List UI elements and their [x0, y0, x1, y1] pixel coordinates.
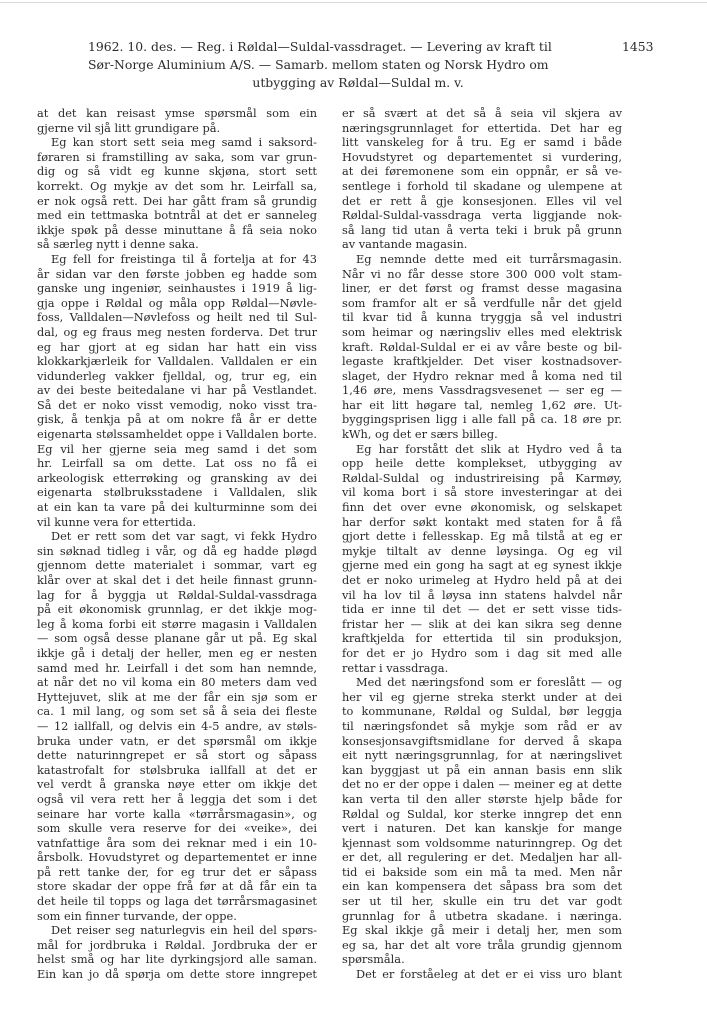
text-line: to kommunane, Røldal og Suldal, bør leggja [342, 704, 622, 719]
text-line: som heimar og næringsliv elles med elektrisk [342, 324, 622, 339]
text-line: litt vanskeleg for å tru. Eg er samd i både [342, 135, 622, 150]
text-line: rettar i vassdraga. [342, 660, 449, 675]
text-line: at dei føremonene som ein oppnår, er så ve- [342, 164, 622, 179]
text-line: sentlege i forhold til skadane og ulempene at [342, 178, 622, 193]
text-line: på rett tanke der, for eg trur det er såpass [37, 864, 317, 879]
text-line: sin søknad tidleg i vår, og då eg hadde pløgd [37, 543, 317, 558]
text-line: vil koma bort i så store investeringar at dei [342, 485, 622, 500]
text-line: er det, all regulering er det. Medaljen har all- [342, 850, 622, 865]
page-number: 1453 [622, 39, 654, 54]
text-line: Eg vil her gjerne seia meg samd i det som [37, 441, 317, 456]
text-line: til kvar tid å kunna tryggja så vel industri [342, 310, 622, 325]
text-line: Med det næringsfond som er foreslått — og [356, 675, 622, 690]
text-line: 1,46 øre, mens Vassdragsvesenet — ser eg — [342, 383, 622, 398]
text-line: Eg har forstått det slik at Hydro ved å ta [356, 441, 622, 456]
text-line: har derfor søkt kontakt med staten for å få [342, 514, 622, 529]
text-line: spørsmåla. [342, 952, 405, 967]
text-line: Så det er noko visst vemodig, noko visst tra- [37, 397, 317, 412]
text-line: Hyttejuvet, slik at me der får ein sjø som er [37, 689, 317, 704]
text-line: ein kan kompensera det såpass bra som det [342, 879, 622, 894]
text-line: kraft. Røldal-Suldal er ei av våre beste og bil- [342, 339, 622, 354]
text-line: Eg nemnde dette med eit turrårsmagasin. [356, 251, 622, 266]
text-line: kraftkjelda for ettertida til sin produksjon, [342, 631, 622, 646]
text-line: opp heile dette komplekset, utbygging av [342, 456, 622, 471]
text-line: som ein finner turvande, der oppe. [37, 908, 237, 923]
right-text-column [342, 106, 622, 982]
text-line: også vil vera rett her å leggja det som i det [37, 791, 317, 806]
header-line-2: Sør-Norge Aluminium A/S. — Samarb. mellom staten og Norsk Hydro om [88, 57, 549, 72]
text-line: hr. Leirfall sa om dette. Lat oss no få ei [37, 456, 317, 471]
text-line: tida er inne til det — det er sett visse tids- [342, 602, 622, 617]
text-line: Det er rett som det var sagt, vi fekk Hydro [51, 529, 317, 544]
text-line: slaget, der Hydro reknar med å koma ned til [342, 368, 622, 383]
text-line: med ein tettmaska botntrål at det er sanneleg [37, 208, 317, 223]
text-line: vatnfattige åra som dei reknar med i ein 10- [37, 835, 317, 850]
text-line: det er noko urimeleg at Hydro held på at dei [342, 573, 622, 587]
text-line: ser ut til her, skulle ein tru det var godt [342, 894, 622, 909]
text-line: vert i naturen. Det kan kanskje for mange [342, 821, 622, 836]
text-line: som skulle vera reserve for dei «veike», dei [37, 821, 317, 836]
text-line: gisk, å tenkja på at om nokre få år er dette [37, 412, 317, 427]
text-line: Hovudstyret og departementet si vurdering, [342, 149, 622, 164]
text-line: til næringsfondet så mykje som råd er av [342, 718, 622, 733]
header-line-1: 1962. 10. des. — Reg. i Røldal—Suldal-vassdraget. — Levering av kraft til [88, 39, 552, 54]
header-line-3: utbygging av Røldal—Suldal m. v. [252, 75, 464, 90]
text-line: kWh, og det er særs billeg. [342, 427, 498, 442]
text-line: har eit litt høgare tal, nemleg 1,62 øre. Ut- [342, 397, 622, 412]
text-line: seinare har vorte kalla «tørrårsmagasin», og [37, 806, 317, 821]
text-line: dal, og eg fraus meg nesten forderva. Det trur [37, 324, 317, 339]
text-line: eigenarta stølbruksstadene i Valldalen, slik [37, 485, 317, 500]
text-line: kan verta til den aller største hjelp både for [342, 791, 622, 806]
text-line: at det kan reisast ymse spørsmål som ein [37, 106, 317, 120]
text-line: bruka under vatn, er det spørsmål om ikkje [37, 733, 317, 748]
text-line: finn det over evne økonomisk, og selskapet [342, 500, 622, 515]
text-line: Det er forståeleg at det er ei viss uro blant [356, 967, 622, 982]
text-line: Det reiser seg naturlegvis ein heil del spørs- [51, 923, 317, 938]
text-line: — som også desse planane går ut på. Eg skal [37, 631, 317, 646]
text-line: av dei beste beitedalane vi har på Vestlandet. [37, 383, 317, 398]
text-line: store skadar der oppe frå før at då får ein ta [37, 879, 317, 894]
text-line: Røldal og Suldal, kor sterke inngrep det enn [342, 806, 622, 821]
text-line: ikkje spøk på desse minuttane å få seia noko [37, 222, 317, 237]
text-line: Ein kan jo då spørja om dette store inngrepet [37, 967, 317, 982]
text-line: Eg skal ikkje gå meir i detalj her, men som [342, 923, 622, 938]
text-line: er nok også rett. Dei har gått fram så grundig [37, 193, 317, 208]
page-top-edge [0, 2, 707, 3]
text-line: det er rett å gje konsesjonen. Elles vil vel [342, 193, 622, 208]
text-line: konsesjonsavgiftsmidlane for derved å skapa [342, 733, 622, 748]
text-line: tid ei bakside som ein må ta med. Men når [342, 864, 622, 879]
text-line: klokkarkjærleik for Valldalen. Valldalen er ein [37, 354, 317, 369]
text-line: arkeologisk etterrøking og gransking av dei [37, 470, 317, 485]
text-line: samd med hr. Leirfall i det som han nemnde, [37, 660, 317, 675]
text-line: gjerne med ein gong ha sagt at eg synest ikkje [342, 558, 622, 573]
text-line: Røldal-Suldal-vassdraga verta liggjande nok- [342, 208, 622, 223]
text-line: kjennast som voldsomme naturinngrep. Og det [342, 835, 622, 850]
text-line: ikkje gå i detalj der heller, men eg er nesten [37, 645, 317, 660]
text-line: lag for å byggja ut Røldal-Suldal-vassdraga [37, 587, 317, 602]
text-line: at når det no vil koma ein 80 meters dam ved [37, 675, 317, 690]
text-line: så særleg nytt i denne saka. [37, 237, 199, 252]
text-line: føraren si framstilling av saka, som var grun- [37, 149, 317, 164]
text-line: katastrofalt for stølsbruka iallfall at det er [37, 762, 317, 777]
text-line: klår over at skal det i det heile finnast grunn- [37, 573, 317, 587]
text-line: er så svært at det så å seia vil skjera av [342, 106, 622, 120]
text-line: det heile til topps og laga det tørrårsmagasinet [37, 894, 317, 909]
text-line: ca. 1 mil lang, og som set så å seia dei fleste [37, 704, 317, 719]
text-line: helst små og har lite dyrkingsjord alle saman. [37, 952, 317, 967]
text-line: som framfor alt er så verdfulle når det gjeld [342, 295, 622, 310]
text-line: mykje tiltalt av denne løysinga. Og eg vil [342, 543, 622, 558]
text-line: her vil eg gjerne streka sterkt under at dei [342, 689, 622, 704]
text-line: eit nytt næringsgrunnlag, for at næringslivet [342, 748, 622, 763]
text-line: korrekt. Og mykje av det som hr. Leirfall sa, [37, 178, 317, 193]
text-line: gjennom dette materialet i sommar, vart eg [37, 558, 317, 573]
text-line: at ein kan ta vare på dei kulturminne som dei [37, 500, 317, 515]
text-line: eg sa, har det alt vore tråla grundig gjennom [342, 937, 622, 952]
text-line: gjort dette i fellesskap. Eg må tilstå at eg er [342, 529, 622, 544]
text-line: fristar her — slik at dei kan sikra seg denne [342, 616, 622, 631]
text-line: for det er jo Hydro som i dag sit med alle [342, 645, 622, 660]
text-line: år sidan var den første jobben eg hadde som [37, 266, 317, 281]
text-line: av vantande magasin. [342, 237, 468, 252]
left-text-column [37, 106, 317, 982]
text-line: gja oppe i Røldal og måla opp Røldal—Nøvle- [37, 295, 317, 310]
text-line: Eg kan stort sett seia meg samd i saksord- [51, 135, 317, 150]
text-line: årsbolk. Hovudstyret og departementet er inne [37, 850, 317, 865]
text-line: dette naturinngrepet er så stort og såpass [37, 748, 317, 763]
text-line: næringsgrunnlaget for ettertida. Det har eg [342, 120, 622, 135]
text-line: eg har gjort at eg sidan har hatt ein viss [37, 339, 317, 354]
text-line: det no er der oppe i dalen — meiner eg at dette [342, 777, 622, 792]
text-line: vidunderleg vakker fjelldal, og, trur eg, ein [37, 368, 317, 383]
text-line: legaste kraftkjelder. Det viser kostnadsover- [342, 354, 622, 369]
text-line: kan byggjast ut på ein annan basis enn slik [342, 762, 622, 777]
text-line: vil ha lov til å løysa inn statens halvdel når [342, 587, 622, 602]
text-line: vil kunne vera for ettertida. [37, 514, 197, 529]
text-line: Eg fell for freistinga til å fortelja at for 43 [51, 251, 317, 266]
text-line: liner, er det først og framst desse magasina [342, 281, 622, 296]
text-line: ganske ung ingeniør, seinhaustes i 1919 å lig- [37, 281, 317, 296]
text-line: — 12 iallfall, og delvis ein 4-5 andre, av støls- [37, 718, 317, 733]
text-line: så lang tid utan å verta teki i bruk på grunn [342, 222, 622, 237]
text-line: Røldal-Suldal og industrireising på Karmøy, [342, 470, 622, 485]
text-line: leg å koma forbi eit større magasin i Valldalen [37, 616, 317, 631]
text-line: eigenarta stølssamheldet oppe i Valldalen borte. [37, 427, 317, 442]
running-header [88, 38, 628, 92]
text-line: vel verdt å granska nøye etter om ikkje det [37, 777, 317, 792]
text-line: på eit økonomisk grunnlag, er det ikkje mog- [37, 602, 317, 617]
text-line: foss, Valldalen—Nøvlefoss og heilt ned til Sul- [37, 310, 317, 325]
text-line: grunnlag for å utbetra skadane. i næringa. [342, 908, 622, 923]
text-line: mål for jordbruka i Røldal. Jordbruka der er [37, 937, 317, 952]
text-line: Når vi no får desse store 300 000 volt stam- [342, 266, 622, 281]
text-line: gjerne vil sjå litt grundigare på. [37, 120, 221, 135]
text-line: byggingsprisen ligg i alle fall på ca. 18 øre pr. [342, 412, 622, 427]
text-line: dig og så vidt eg kunne skjøna, stort sett [37, 164, 317, 179]
